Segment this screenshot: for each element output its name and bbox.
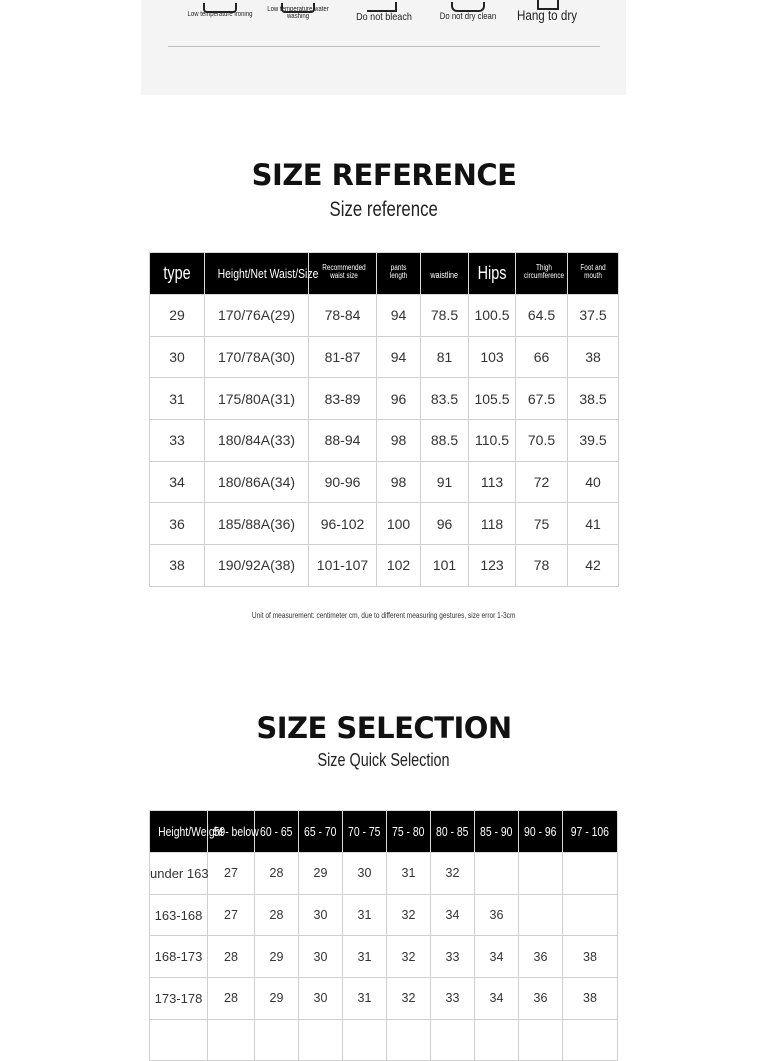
- table-cell: [255, 1019, 299, 1061]
- table-row: [150, 336, 619, 378]
- care-item-ironing: [181, 11, 259, 18]
- table-cell: 100: [377, 503, 421, 545]
- table-header-cell: [519, 811, 563, 853]
- table-header-cell: [475, 811, 519, 853]
- header-label: 60 - 65: [260, 823, 293, 839]
- table-cell: 38.5: [568, 378, 619, 420]
- table-header-cell: [150, 811, 224, 853]
- table-cell: 31: [387, 853, 431, 895]
- care-label: Do not bleach: [356, 11, 412, 23]
- table-cell: [563, 894, 618, 936]
- table-cell: 78.5: [421, 295, 469, 337]
- table-header-row: [150, 253, 619, 295]
- table-cell: [563, 853, 618, 895]
- table-cell: [519, 853, 563, 895]
- size-selection-table: [149, 810, 618, 1061]
- table-cell: 190/92A(38): [205, 545, 309, 587]
- table-cell: 31: [343, 894, 387, 936]
- row-height-label: [150, 1019, 208, 1061]
- header-height-waist-size: Height/Net Waist/Size: [205, 253, 309, 295]
- care-label: Low temperature ironing: [187, 11, 253, 18]
- table-cell: 40: [568, 461, 619, 503]
- table-cell: 28: [255, 894, 299, 936]
- header-label: 59- below: [213, 823, 259, 839]
- table-cell: 83.5: [421, 378, 469, 420]
- table-header-row: [150, 811, 618, 853]
- table-cell: [299, 1019, 343, 1061]
- table-cell: 28: [255, 853, 299, 895]
- table-cell: 28: [208, 936, 255, 978]
- table-cell: 29: [255, 936, 299, 978]
- table-cell: 36: [150, 503, 205, 545]
- care-label: Hang to dry: [516, 8, 578, 23]
- table-cell: 38: [150, 545, 205, 587]
- table-cell: 34: [431, 894, 475, 936]
- table-cell: 34: [475, 936, 519, 978]
- care-item-no-bleach: [339, 12, 429, 23]
- table-cell: 75: [516, 503, 568, 545]
- table-cell: 32: [431, 853, 475, 895]
- row-height-label: 173-178: [150, 978, 208, 1020]
- header-label: Height/Weight: [158, 823, 224, 839]
- table-cell: 39.5: [568, 420, 619, 462]
- row-height-label: 168-173: [150, 936, 208, 978]
- header-recommended-waist: Recommended waist size: [309, 253, 377, 295]
- table-cell: 36: [475, 894, 519, 936]
- care-item-washing: [259, 6, 337, 21]
- table-cell: 30: [299, 936, 343, 978]
- table-cell: [475, 853, 519, 895]
- table-cell: 180/84A(33): [205, 420, 309, 462]
- table-cell: 70.5: [516, 420, 568, 462]
- size-reference-table: [149, 252, 619, 587]
- table-cell: [343, 1019, 387, 1061]
- table-cell: 27: [208, 894, 255, 936]
- table-header-cell: [299, 811, 343, 853]
- table-cell: 123: [469, 545, 516, 587]
- table-cell: 38: [568, 336, 619, 378]
- header-waistline: waistline: [421, 253, 469, 295]
- table-cell: 96-102: [309, 503, 377, 545]
- table-cell: [475, 1019, 519, 1061]
- table-cell: 28: [208, 978, 255, 1020]
- table-cell: [387, 1019, 431, 1061]
- table-row: [150, 378, 619, 420]
- header-label: 97 - 106: [570, 823, 610, 839]
- table-cell: 100.5: [469, 295, 516, 337]
- table-cell: 170/76A(29): [205, 295, 309, 337]
- table-row: [150, 853, 618, 895]
- table-row: [150, 420, 619, 462]
- table-cell: 101-107: [309, 545, 377, 587]
- table-cell: 170/78A(30): [205, 336, 309, 378]
- table-cell: 31: [343, 978, 387, 1020]
- table-row: [150, 503, 619, 545]
- table-header-cell: [431, 811, 475, 853]
- header-thigh: Thigh circumference: [516, 253, 568, 295]
- table-cell: 32: [387, 936, 431, 978]
- table-cell: 110.5: [469, 420, 516, 462]
- measurement-note: Unit of measurement: centimeter cm, due to different measuring gestures, size error 1-3cm: [252, 611, 516, 620]
- table-row: [150, 936, 618, 978]
- table-cell: 32: [387, 978, 431, 1020]
- header-label: 80 - 85: [436, 823, 469, 839]
- size-reference-title: SIZE REFERENCE: [251, 158, 517, 192]
- table-cell: 41: [568, 503, 619, 545]
- table-header-cell: [563, 811, 618, 853]
- table-cell: 105.5: [469, 378, 516, 420]
- table-cell: 113: [469, 461, 516, 503]
- table-cell: 66: [516, 336, 568, 378]
- table-row: [150, 1019, 618, 1061]
- table-row: [150, 295, 619, 337]
- table-cell: 81-87: [309, 336, 377, 378]
- header-hips: Hips: [469, 253, 516, 295]
- care-label-line2: washing: [286, 13, 310, 21]
- row-height-label: under 163: [150, 853, 208, 895]
- header-label: 75 - 80: [392, 823, 425, 839]
- size-selection-subtitle: Size Quick Selection: [317, 750, 451, 770]
- table-cell: 102: [377, 545, 421, 587]
- table-cell: 29: [150, 295, 205, 337]
- table-cell: 37.5: [568, 295, 619, 337]
- table-header-cell: [208, 811, 259, 853]
- care-label: Do not dry clean: [439, 11, 497, 21]
- care-item-hang-dry: [507, 9, 587, 23]
- table-cell: 33: [150, 420, 205, 462]
- care-label-line1: Low temperature water: [267, 6, 329, 13]
- table-cell: 27: [208, 853, 255, 895]
- row-height-label: 163-168: [150, 894, 208, 936]
- table-cell: 96: [421, 503, 469, 545]
- table-row: [150, 978, 618, 1020]
- table-cell: 78: [516, 545, 568, 587]
- table-cell: 29: [255, 978, 299, 1020]
- table-row: [150, 461, 619, 503]
- table-header-cell: [387, 811, 431, 853]
- table-cell: 38: [563, 936, 618, 978]
- table-cell: 94: [377, 295, 421, 337]
- table-cell: 180/86A(34): [205, 461, 309, 503]
- table-cell: 90-96: [309, 461, 377, 503]
- table-cell: 31: [343, 936, 387, 978]
- table-cell: 185/88A(36): [205, 503, 309, 545]
- table-cell: 30: [299, 894, 343, 936]
- table-row: [150, 545, 619, 587]
- table-cell: [519, 894, 563, 936]
- table-cell: 30: [343, 853, 387, 895]
- header-label: 85 - 90: [480, 823, 513, 839]
- table-cell: [208, 1019, 255, 1061]
- table-cell: 30: [299, 978, 343, 1020]
- table-cell: 98: [377, 420, 421, 462]
- table-cell: 88-94: [309, 420, 377, 462]
- table-cell: 67.5: [516, 378, 568, 420]
- table-cell: 101: [421, 545, 469, 587]
- table-header-cell: [255, 811, 299, 853]
- divider: [168, 46, 600, 47]
- header-foot-mouth: Foot and mouth: [568, 253, 619, 295]
- table-cell: 96: [377, 378, 421, 420]
- table-cell: 118: [469, 503, 516, 545]
- table-cell: 91: [421, 461, 469, 503]
- header-label: 70 - 75: [348, 823, 381, 839]
- table-cell: 36: [519, 978, 563, 1020]
- table-cell: 72: [516, 461, 568, 503]
- size-selection-title: SIZE SELECTION: [256, 711, 512, 745]
- header-pants-length: pants length: [377, 253, 421, 295]
- header-label: 90 - 96: [524, 823, 557, 839]
- table-header-cell: [343, 811, 387, 853]
- table-cell: 98: [377, 461, 421, 503]
- table-cell: 36: [519, 936, 563, 978]
- table-cell: 29: [299, 853, 343, 895]
- table-cell: 34: [475, 978, 519, 1020]
- table-cell: 88.5: [421, 420, 469, 462]
- table-cell: 175/80A(31): [205, 378, 309, 420]
- table-cell: 33: [431, 936, 475, 978]
- table-row: [150, 894, 618, 936]
- table-cell: 83-89: [309, 378, 377, 420]
- table-cell: 94: [377, 336, 421, 378]
- table-cell: [519, 1019, 563, 1061]
- table-cell: 30: [150, 336, 205, 378]
- table-cell: 64.5: [516, 295, 568, 337]
- table-cell: 42: [568, 545, 619, 587]
- table-cell: [563, 1019, 618, 1061]
- care-item-no-dry-clean: [426, 12, 510, 21]
- table-cell: 31: [150, 378, 205, 420]
- table-cell: 81: [421, 336, 469, 378]
- table-cell: [431, 1019, 475, 1061]
- header-type: type: [150, 253, 205, 295]
- size-reference-subtitle: Size reference: [329, 198, 439, 221]
- table-cell: 103: [469, 336, 516, 378]
- table-cell: 78-84: [309, 295, 377, 337]
- table-cell: 34: [150, 461, 205, 503]
- table-cell: 38: [563, 978, 618, 1020]
- table-cell: 33: [431, 978, 475, 1020]
- header-label: 65 - 70: [304, 823, 337, 839]
- table-cell: 32: [387, 894, 431, 936]
- care-instructions-panel: [141, 0, 626, 95]
